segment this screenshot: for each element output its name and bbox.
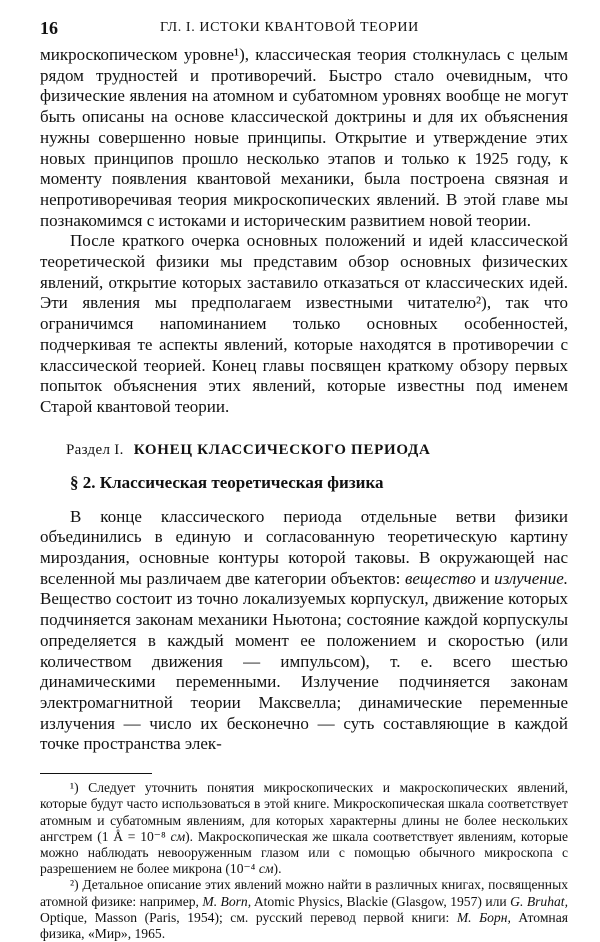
footnote-1-unit-b: см — [258, 861, 274, 877]
term-radiation: излучение. — [494, 568, 568, 588]
section-text-1: В конце классического периода отдельные ветви физики объединились в единую и согласованную теоретическую картину мироздания, основные контуры которой таковы. В окружающей нас вселенной мы различаем две категории объектов: — [40, 506, 568, 588]
footnote-2-author-bruhat: G. Bruhat, — [510, 893, 568, 909]
footnote-1-unit-a: см — [170, 828, 186, 844]
footnote-1-mark: ¹) — [70, 780, 79, 796]
running-header — [40, 18, 568, 42]
chapter-title: КОНЕЦ КЛАССИЧЕСКОГО ПЕРИОДА — [133, 441, 431, 458]
footnote-2-text-a: Детальное описание этих явлений можно найти в различных книгах, посвященных атомной физике: например, — [40, 877, 568, 909]
page-number: 16 — [40, 18, 58, 38]
body-paragraph-1: микроскопическом уровне¹), классическая теория столкнулась с целым рядом трудностей и противоречий. Быстро стало очевидным, что физические явления на атомном и субатомном уровнях вообще не могут быть описаны на основе классической доктрины и для их объяснения нужны совершенно новые принципы. Открытие и утверждение этих новых принципов прошло несколько этапов и только к 1925 году, к моменту появления квантовой механики, была построена связная и непротиворечивая теория микроскопических явлений. В этой главе мы познакомимся с истоками и историческим развитием новой теории. — [40, 45, 568, 230]
footnote-1-text-b: ). Макроскопическая же шкала соответствует явлениям, которые можно наблюдать невооруженным глазом или с помощью обычного микроскопа с разрешением не более микрона (10⁻⁴ — [40, 828, 568, 877]
footnote-1-text-c: ). — [273, 861, 282, 877]
section-text-2: Вещество состоит из точно локализуемых корпускул, движение которых подчиняется законам механики Ньютона; состояние каждой корпускулы определяется в каждый момент ее положением и скоростью (или количеством движения — импульсом), т. е. всего шестью динамическими переменными. Излучение подчиняется законам электромагнитной теории Максвелла; динамические переменные излучения — число их бесконечно — суть составляющие в каждой точке пространства элек- — [40, 589, 568, 754]
section-joiner: и — [475, 568, 495, 588]
footnote-2 — [40, 877, 568, 942]
footnote-2-mark: ²) — [70, 877, 79, 893]
term-substance: вещество — [404, 568, 476, 588]
section-heading: § 2. Классическая теоретическая физика — [70, 472, 384, 492]
footnote-2-author-born-ru: М. Борн, — [456, 909, 511, 925]
footnote-2-text-d: Атомная физика, «Мир», 1965. — [40, 909, 568, 941]
chapter-heading — [66, 442, 568, 459]
footnote-2-text-c: Optique, Masson (Paris, 1954); см. русский перевод первой книги: — [40, 909, 457, 925]
body-paragraph-2: После краткого очерка основных положений и идей классической теоретической физики мы представим обзор основных физических явлений, открытие которых заставило отказаться от классических идей. Эти явления мы предполагаем известными читателю²), так что ограничимся напоминанием только основных особенностей, подчеркивая те аспекты явлений, которые находятся в противоречии с классической теорией. Конец главы посвящен краткому обзору первых попыток объяснения этих явлений, которые известны под именем Старой квантовой теории. — [40, 231, 568, 416]
footnote-divider — [40, 773, 152, 774]
page-body — [40, 45, 568, 942]
running-head-title: ГЛ. I. ИСТОКИ КВАНТОВОЙ ТЕОРИИ — [160, 20, 419, 35]
footnote-2-author-born: M. Born, — [202, 893, 252, 909]
footnote-1-text-a: Следует уточнить понятия микроскопических и макроскопических явлений, которые будут часто использоваться в этой книге. Микроскопическая шкала соответствует атомным и субатомным явлениям, для которых характерны длины не более нескольких ангстрем (1 Å = 10⁻⁸ — [40, 780, 568, 844]
footnote-1 — [40, 780, 568, 877]
footnote-2-text-b: Atomic Physics, Blackie (Glasgow, 1957) или — [251, 893, 511, 909]
chapter-label: Раздел I. — [66, 441, 124, 458]
section-paragraph — [40, 507, 568, 755]
